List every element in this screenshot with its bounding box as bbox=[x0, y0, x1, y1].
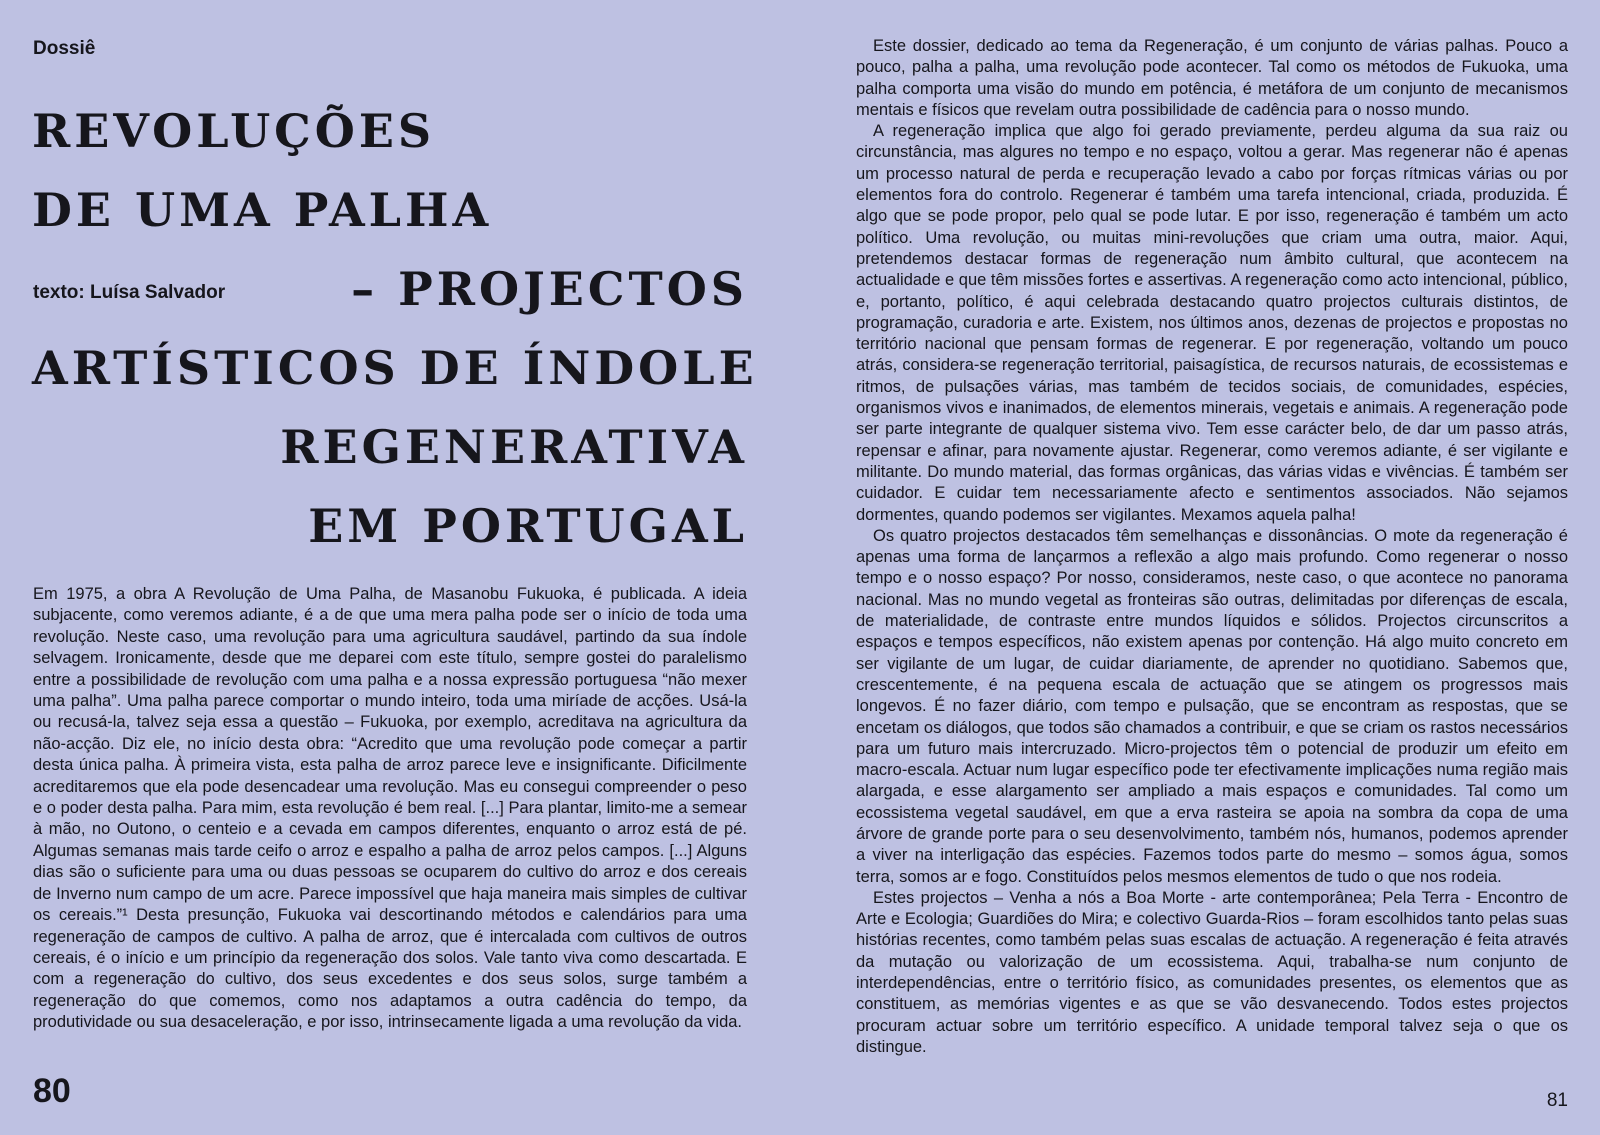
body-paragraph: Estes projectos – Venha a nós a Boa Morte - arte contemporânea; Pela Terra - Encontro de Arte e Ecologia; Guardiões do Mira; e colectivo Guarda-Rios – foram escolhidos tanto pelas suas histórias recentes, como também pelas suas escalas de actuação. A regeneração é feita através da mutação ou valorização de um ecossistema. Aqui, trabalha-se num conjunto de interdependências, entre o território físico, as comunidades presentes, os elementos que as constituem, as memórias vigentes e as que se vão desvanecendo. Todos estes projectos procuram actuar sobre um território específico. A unidade temporal talvez seja o que os distingue. bbox=[856, 888, 1568, 1056]
body-paragraph: Em 1975, a obra A Revolução de Uma Palha, de Masanobu Fukuoka, é publicada. A ideia subjacente, como veremos adiante, é a de que uma mera palha pode ser o início de toda uma revolução. Neste caso, uma revolução para uma agricultura saudável, partindo da sua índole selvagem. Ironicamente, desde que me deparei com este título, sempre gostei do paralelismo entre a possibilidade de revolução com uma palha e a nossa expressão portuguesa “não mexer uma palha”. Uma palha parece comportar o mundo inteiro, toda uma miríade de acções. Usá-la ou recusá-la, talvez seja essa a questão – Fukuoka, por exemplo, acreditava na agricultura da não-acção. Diz ele, no início desta obra: “Acredito que uma revolução pode começar a partir desta única palha. À primeira vista, esta palha de arroz parece leve e insignificante. Dificilmente acreditaremos que ela pode desencadear uma revolução. Mas eu consegui compreender o peso e o poder desta palha. Para mim, esta revolução é bem real. [...] Para plantar, limito-me a semear à mão, no Outono, o centeio e a cevada em campos diferentes, enquanto o arroz está de pé. Algumas semanas mais tarde ceifo o arroz e espalho a palha de arroz pelos campos. [...] Alguns dias são o suficiente para uma ou duas pessoas se ocuparem do cultivo do arroz e dos cereais de Inverno num campo de um acre. Parece impossível que haja maneira mais simples de cultivar os cereais.”¹ Desta presunção, Fukuoka vai descortinando métodos e calendários para uma regeneração de campos de cultivo. A palha de arroz, que é intercalada com cultivos de outros cereais, é o início e um princípio da regeneração dos solos. Vale tanto viva como descartada. E com a regeneração do cultivo, dos seus excedentes e dos seus solos, surge também a regeneração do que comemos, como nos adaptamos a outra cadência do tempo, da produtividade ou sua desaceleração, e por isso, intrinsecamente ligada a uma revolução da vida. bbox=[33, 585, 747, 1032]
title-line: DE UMA PALHA bbox=[32, 183, 493, 237]
title-line: REVOLUÇÕES bbox=[32, 104, 436, 158]
author-byline: texto: Luísa Salvador bbox=[33, 282, 226, 303]
title-line: REGENERATIVA bbox=[280, 420, 748, 474]
right-text-column bbox=[856, 36, 1568, 1058]
title-line: EM PORTUGAL bbox=[308, 499, 748, 553]
section-label: Dossiê bbox=[33, 38, 96, 59]
title-line: ARTÍSTICOS DE ÍNDOLE bbox=[32, 341, 758, 395]
page-number-right: 81 bbox=[1546, 1090, 1568, 1111]
body-paragraph: Este dossier, dedicado ao tema da Regeneração, é um conjunto de várias palhas. Pouco a pouco, palha a palha, uma revolução pode acontecer. Tal como os métodos de Fukuoka, uma palha comporta uma visão do mundo em potência, é metáfora de um conjunto de mecanismos mentais e físicos que revelam outra possibilidade de cadência para o nosso mundo. bbox=[856, 37, 1568, 119]
body-paragraph: Os quatro projectos destacados têm semelhanças e dissonâncias. O mote da regeneração é apenas uma forma de lançarmos a reflexão a algo mais profundo. Como regenerar o nosso tempo e o nosso espaço? Por nosso, consideramos, neste caso, o que acontece no panorama nacional. Mas no mundo vegetal as fronteiras são outras, delimitadas por diferenças de escala, de materialidade, de contraste entre mundos líquidos e sólidos. Projectos circunscritos a espaços e tempos específicos, não existem apenas por contenção. Há algo muito concreto em ser vigilante de um lugar, de cuidar diariamente, de aprender no quotidiano. Sabemos que, crescentemente, é na pequena escala de actuação que se atingem os progressos mais longevos. É no fazer diário, com tempo e pulsação, que se encontram as respostas, que se encetam os diálogos, que todos são chamados a contribuir, e que se criam os rastos necessários para um futuro mais intercruzado. Micro-projectos têm o potencial de produzir um efeito em macro-escala. Actuar num lugar específico pode ter efectivamente implicações numa região mais alargada, e esse alargamento ser ampliado a mais espaços e comunidades. Tal como um ecossistema vegetal saudável, em que a erva rasteira se apoia na sombra da copa de uma árvore de grande porte para o seu desenvolvimento, também nós, humanos, podemos aprender a viver na interligação das espécies. Fazemos todos parte do mesmo – somos água, somos terra, somos ar e fogo. Constituídos pelos mesmos elementos de tudo o que nos rodeia. bbox=[856, 526, 1568, 886]
title-line: – PROJECTOS bbox=[351, 262, 748, 316]
page-number-left: 80 bbox=[33, 1072, 71, 1110]
left-text-column bbox=[33, 584, 747, 1034]
article-title bbox=[32, 92, 758, 566]
body-paragraph: A regeneração implica que algo foi gerado previamente, perdeu alguma da sua raiz ou circunstância, mas algures no tempo e no espaço, voltou a gerar. Mas regenerar não é apenas um processo natural de perda e recuperação levado a cabo por forças rítmicas várias ou por elementos fora do controlo. Regenerar é também uma tarefa intencional, criada, produzida. É algo que se pode propor, pelo qual se pode lutar. E por isso, regeneração é também um acto político. Uma revolução, ou muitas mini-revoluções que criam uma outra, maior. Aqui, pretendemos destacar formas de regeneração num âmbito cultural, que acontecem na actualidade e que têm missões fortes e assertivas. A regeneração como acto intencional, público, e, portanto, político, é aqui celebrada destacando quatro projectos culturais distintos, de programação, curadoria e arte. Existem, nos últimos anos, dezenas de projectos e propostas no território nacional que pensam formas de regenerar. E por regeneração, voltando um pouco atrás, considera-se regeneração territorial, paisagística, de recursos naturais, de ecossistemas e ritmos, de pulsações várias, mas também de tecidos sociais, de comunidades, espécies, organismos vivos e inanimados, de elementos minerais, vegetais e animais. A regeneração pode ser parte integrante de qualquer sistema vivo. Tem esse carácter belo, de dar um passo atrás, repensar e afinar, para novamente ajustar. Regenerar, como veremos adiante, é ser vigilante e militante. Do mundo material, das formas orgânicas, das várias vidas e vivências. É também ser cuidador. E cuidar tem necessariamente afecto e sentimentos associados. Não sejamos dormentes, quando podemos ser vigilantes. Mexamos aquela palha! bbox=[856, 122, 1568, 524]
